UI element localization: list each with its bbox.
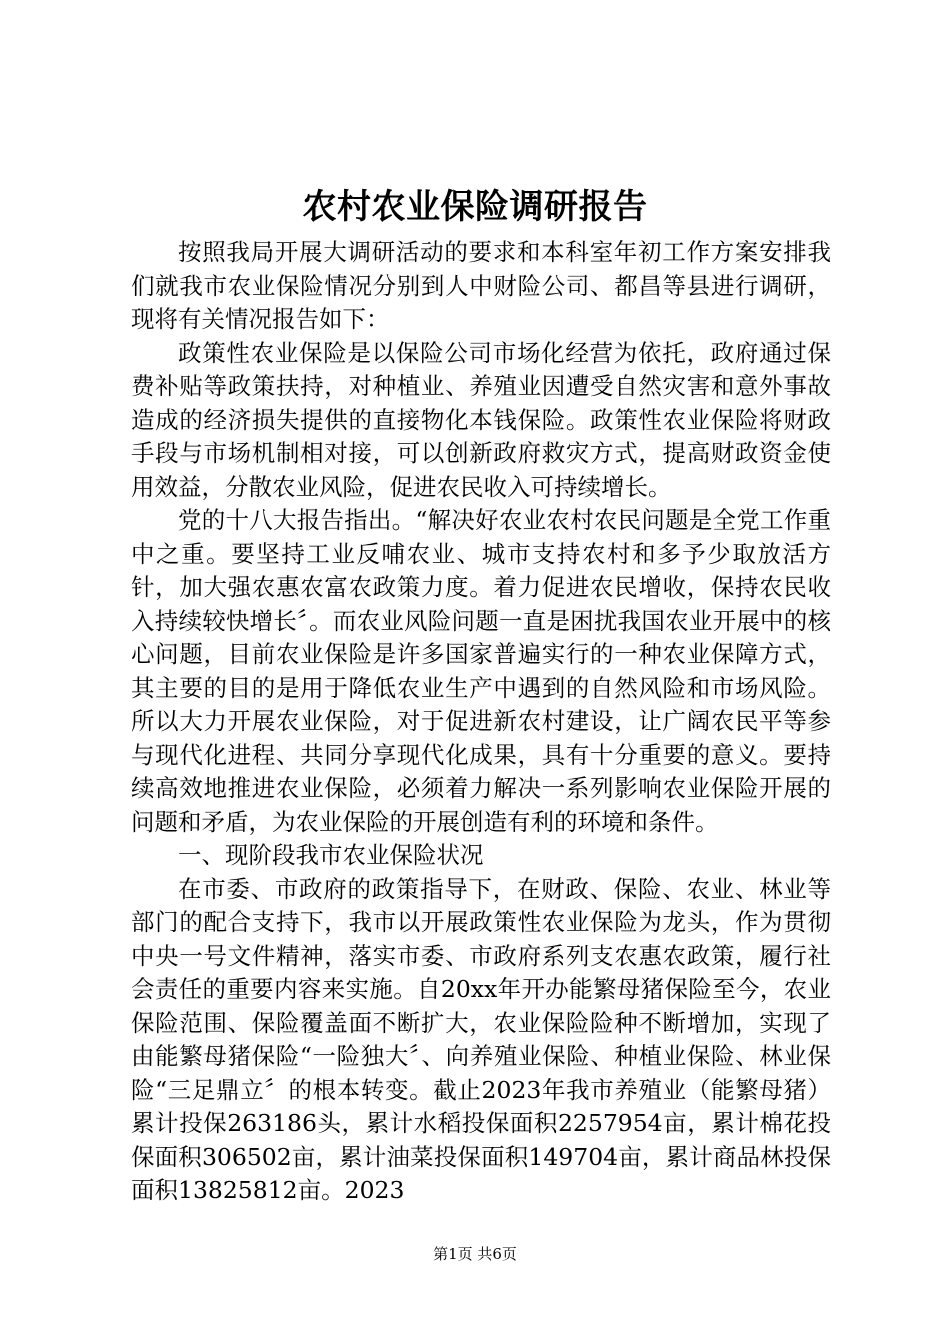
paragraph-current-status: 在市委、市政府的政策指导下，在财政、保险、农业、林业等部门的配合支持下，我市以开展政策性农业保险为龙头，作为贯彻中央一号文件精神，落实市委、市政府系列支农惠农政策，履行社会责任的重要内容来实施。自20xx年开办能繁母猪保险至今，农业保险范围、保险覆盖面不断扩大，农业保险险种不断增加，实现了由能繁母猪保险“一险独大〞、向养殖业保险、种植业保险、林业保险“三足鼎立〞的根本转变。截止2023年我市养殖业（能繁母猪）累计投保263186头，累计水稻投保面积2257954亩，累计棉花投保面积306502亩，累计油菜投保面积149704亩，累计商品林投保面积13825812亩。2023 (131, 874, 831, 1204)
document-title: 农村农业保险调研报告 (302, 187, 648, 227)
section-heading: 一、现阶段我市农业保险状况 (178, 841, 484, 869)
paragraph-policy-definition: 政策性农业保险是以保险公司市场化经营为依托，政府通过保费补贴等政策扶持，对种植业、养殖业因遭受自然灾害和意外事故造成的经济损失提供的直接物化本钱保险。政策性农业保险将财政手段与市场机制相对接，可以创新政府救灾方式，提高财政资金使用效益，分散农业风险，促进农民收入可持续增长。 (131, 338, 831, 501)
paragraph-intro: 按照我局开展大调研活动的要求和本科室年初工作方案安排我们就我市农业保险情况分别到人中财险公司、都昌等县进行调研，现将有关情况报告如下： (131, 238, 831, 333)
document-body (131, 236, 831, 1208)
page-footer: 第1页 共6页 (433, 1245, 517, 1263)
paragraph-eighteenth-congress: 党的十八大报告指出。“解决好农业农村农民问题是全党工作重中之重。要坚持工业反哺农业、城市支持农村和多予少取放活方针，加大强农惠农富农政策力度。着力促进农民增收，保持农民收入持续较快增长〞。而农业风险问题一直是困扰我国农业开展中的核心问题，目前农业保险是许多国家普遍实行的一种农业保障方式，其主要的目的是用于降低农业生产中遇到的自然风险和市场风险。所以大力开展农业保险，对于促进新农村建设，让广阔农民平等参与现代化进程、共同分享现代化成果，具有十分重要的意义。要持续高效地推进农业保险，必须着力解决一系列影响农业保险开展的问题和矛盾，为农业保险的开展创造有利的环境和条件。 (131, 506, 831, 836)
